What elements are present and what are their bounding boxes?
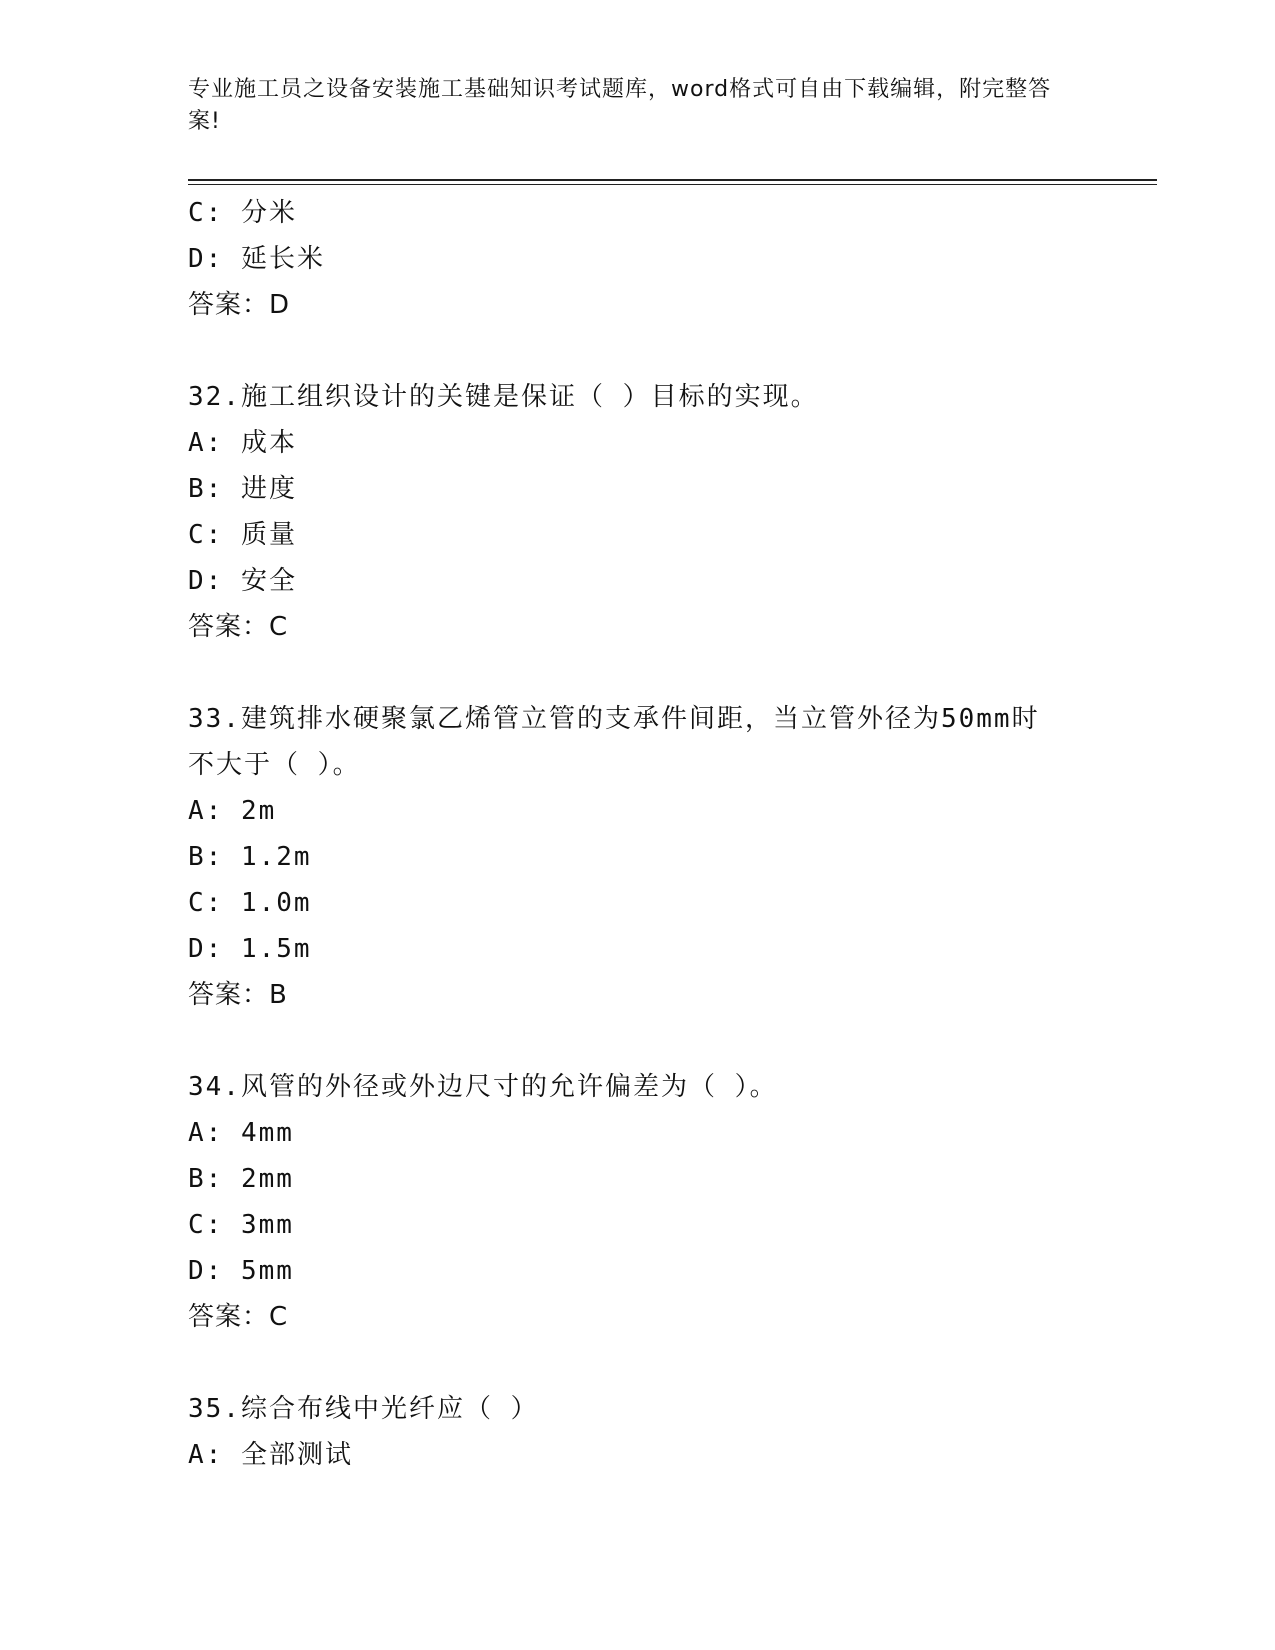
option-d: D: 延长米 — [188, 244, 325, 274]
option-c: C: 1.0m — [188, 888, 312, 918]
option-d: D: 安全 — [188, 566, 297, 596]
question-31-continued — [188, 190, 1088, 328]
spacer — [188, 1340, 1088, 1386]
question-stem-line-1: 33.建筑排水硬聚氯乙烯管立管的支承件间距，当立管外径为50mm时 — [188, 704, 1040, 734]
header-divider-thin — [188, 184, 1157, 185]
question-list — [188, 190, 1088, 1478]
question-stem: 32.施工组织设计的关键是保证（ ）目标的实现。 — [188, 382, 819, 412]
option-c: C: 质量 — [188, 520, 297, 550]
question-stem: 34.风管的外径或外边尺寸的允许偏差为（ ）。 — [188, 1072, 778, 1102]
option-a: A: 4mm — [188, 1118, 294, 1148]
question-stem: 35.综合布线中光纤应（ ） — [188, 1394, 539, 1424]
option-c: C: 3mm — [188, 1210, 294, 1240]
answer: 答案：D — [188, 290, 291, 320]
answer: 答案：C — [188, 1302, 289, 1332]
option-a: A: 全部测试 — [188, 1440, 353, 1470]
document-header: 专业施工员之设备安装施工基础知识考试题库，word格式可自由下载编辑，附完整答案! — [188, 77, 1052, 134]
answer: 答案：B — [188, 980, 288, 1010]
spacer — [188, 650, 1088, 696]
question-33 — [188, 696, 1088, 1018]
question-stem-line-2: 不大于（ ）。 — [188, 750, 361, 780]
option-b: B: 2mm — [188, 1164, 294, 1194]
option-c: C: 分米 — [188, 198, 297, 228]
option-a: A: 成本 — [188, 428, 297, 458]
option-d: D: 5mm — [188, 1256, 294, 1286]
option-d: D: 1.5m — [188, 934, 312, 964]
question-34 — [188, 1064, 1088, 1340]
option-a: A: 2m — [188, 796, 277, 826]
question-35 — [188, 1386, 1088, 1478]
option-b: B: 进度 — [188, 474, 297, 504]
spacer — [188, 328, 1088, 374]
option-b: B: 1.2m — [188, 842, 312, 872]
header-divider-thick — [188, 179, 1157, 181]
question-32 — [188, 374, 1088, 650]
answer: 答案：C — [188, 612, 289, 642]
spacer — [188, 1018, 1088, 1064]
